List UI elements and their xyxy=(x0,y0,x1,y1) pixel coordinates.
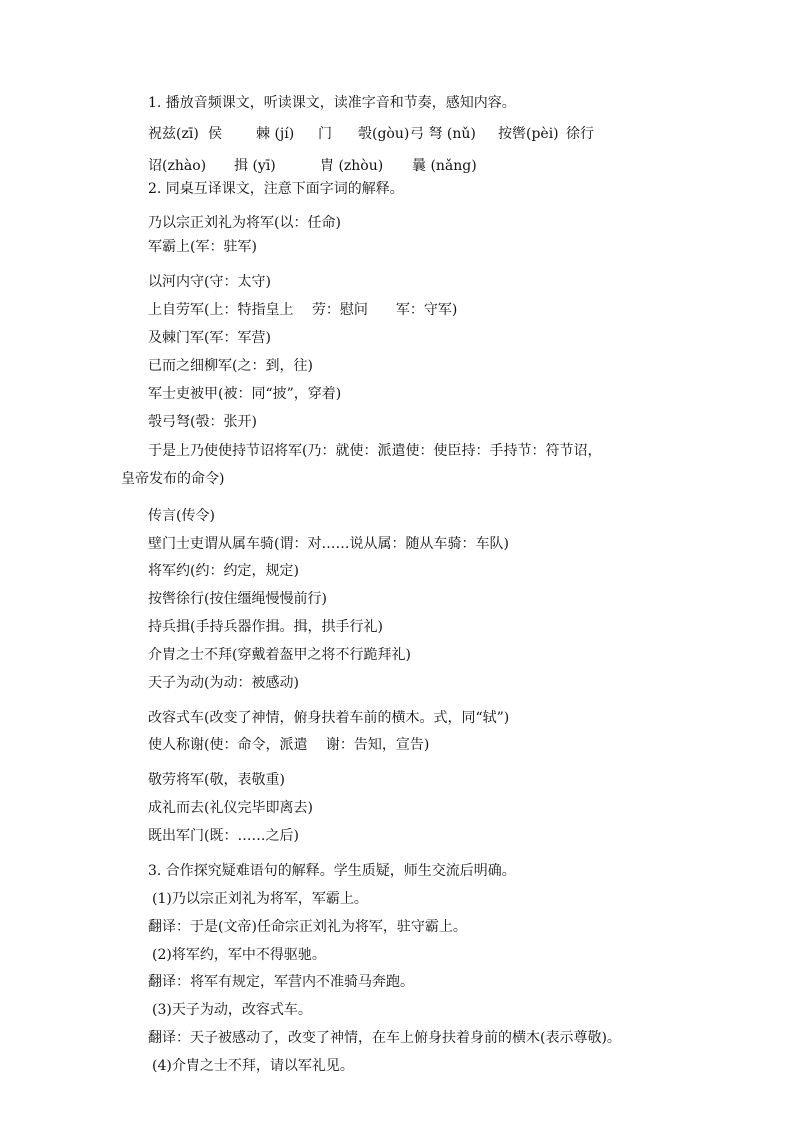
glossary-item-continued: 皇帝发布的命令) xyxy=(121,471,225,487)
glossary-item: 敬劳将军(敬，表敬重) xyxy=(148,772,285,788)
glossary-item: 传言(传令) xyxy=(148,508,215,524)
glossary-item: 持兵揖(手持兵器作揖。揖，拱手行礼) xyxy=(148,619,383,635)
glossary-item: 既出军门(既：……之后) xyxy=(148,828,299,844)
glossary-item: 军霸上(军：驻军) xyxy=(148,239,257,255)
glossary-item: 及棘门军(军：军营) xyxy=(148,330,271,346)
sentence-item: (2)将军约，军中不得驱驰。 xyxy=(152,947,326,963)
pinyin-term: 揖 (yī) xyxy=(234,158,276,174)
pinyin-term: 胄 (zhòu) xyxy=(320,158,384,174)
glossary-item: 以河内守(守：太守) xyxy=(148,274,271,290)
glossary-item: 天子为动(为动：被感动) xyxy=(148,675,299,691)
pinyin-term: 门 xyxy=(318,126,332,142)
glossary-item: 成礼而去(礼仪完毕即离去) xyxy=(148,800,313,816)
step1-heading: 1. 播放音频课文，听读课文，读准字音和节奏，感知内容。 xyxy=(148,95,516,111)
pinyin-term: 祝兹(zī) xyxy=(148,126,199,142)
glossary-item: 乃以宗正刘礼为将军(以：任命) xyxy=(148,215,341,231)
sentence-item: (4)介胄之士不拜，请以军礼见。 xyxy=(152,1058,354,1074)
glossary-item: 于是上乃使使持节诏将军(乃：就使：派遣使：使臣持：手持节：符节诏， xyxy=(148,443,602,459)
step3-heading: 3. 合作探究疑难语句的解释。学生质疑，师生交流后明确。 xyxy=(148,863,516,879)
pinyin-term: 侯 xyxy=(208,126,222,142)
pinyin-term: 曩 (nǎng) xyxy=(412,158,477,174)
sentence-item: (3)天子为动，改容式车。 xyxy=(152,1002,312,1018)
sentence-item: (1)乃以宗正刘礼为将军，军霸上。 xyxy=(152,891,368,907)
pinyin-term: 彀(gòu) xyxy=(358,126,410,142)
pinyin-term: 棘 (jí) xyxy=(256,126,295,142)
glossary-item: 上自劳军(上：特指皇上 劳：慰问 军：守军) xyxy=(148,302,458,318)
step2-heading: 2. 同桌互译课文，注意下面字词的解释。 xyxy=(148,181,404,197)
glossary-item: 已而之细柳军(之：到，往) xyxy=(148,358,313,374)
glossary-item: 使人称谢(使：命令，派遣 谢：告知，宣告) xyxy=(148,737,430,753)
glossary-item: 按辔徐行(按住缰绳慢慢前行) xyxy=(148,591,327,607)
translation-item: 翻译：于是(文帝)任命宗正刘礼为将军，驻守霸上。 xyxy=(148,919,467,935)
pinyin-term: 诏(zhào) xyxy=(148,158,207,174)
glossary-item: 壁门士吏谓从属车骑(谓：对……说从属：随从车骑：车队) xyxy=(148,536,509,552)
pinyin-term: 弓 弩 (nǔ) xyxy=(410,126,476,142)
glossary-item: 介胄之士不拜(穿戴着盔甲之将不行跪拜礼) xyxy=(148,647,411,663)
translation-item: 翻译：天子被感动了，改变了神情，在车上俯身扶着身前的横木(表示尊敬)。 xyxy=(148,1030,621,1046)
translation-item: 翻译：将军有规定，军营内不准骑马奔跑。 xyxy=(148,974,414,990)
glossary-item: 改容式车(改变了神情，俯身扶着车前的横木。式，同“轼”) xyxy=(148,710,510,726)
pinyin-term: 徐行 xyxy=(566,126,594,142)
pinyin-term: 按辔(pèi) xyxy=(498,126,559,142)
glossary-item: 军士吏被甲(被：同“披”，穿着) xyxy=(148,386,342,402)
glossary-item: 将军约(约：约定，规定) xyxy=(148,563,299,579)
glossary-item: 彀弓弩(彀：张开) xyxy=(148,414,257,430)
